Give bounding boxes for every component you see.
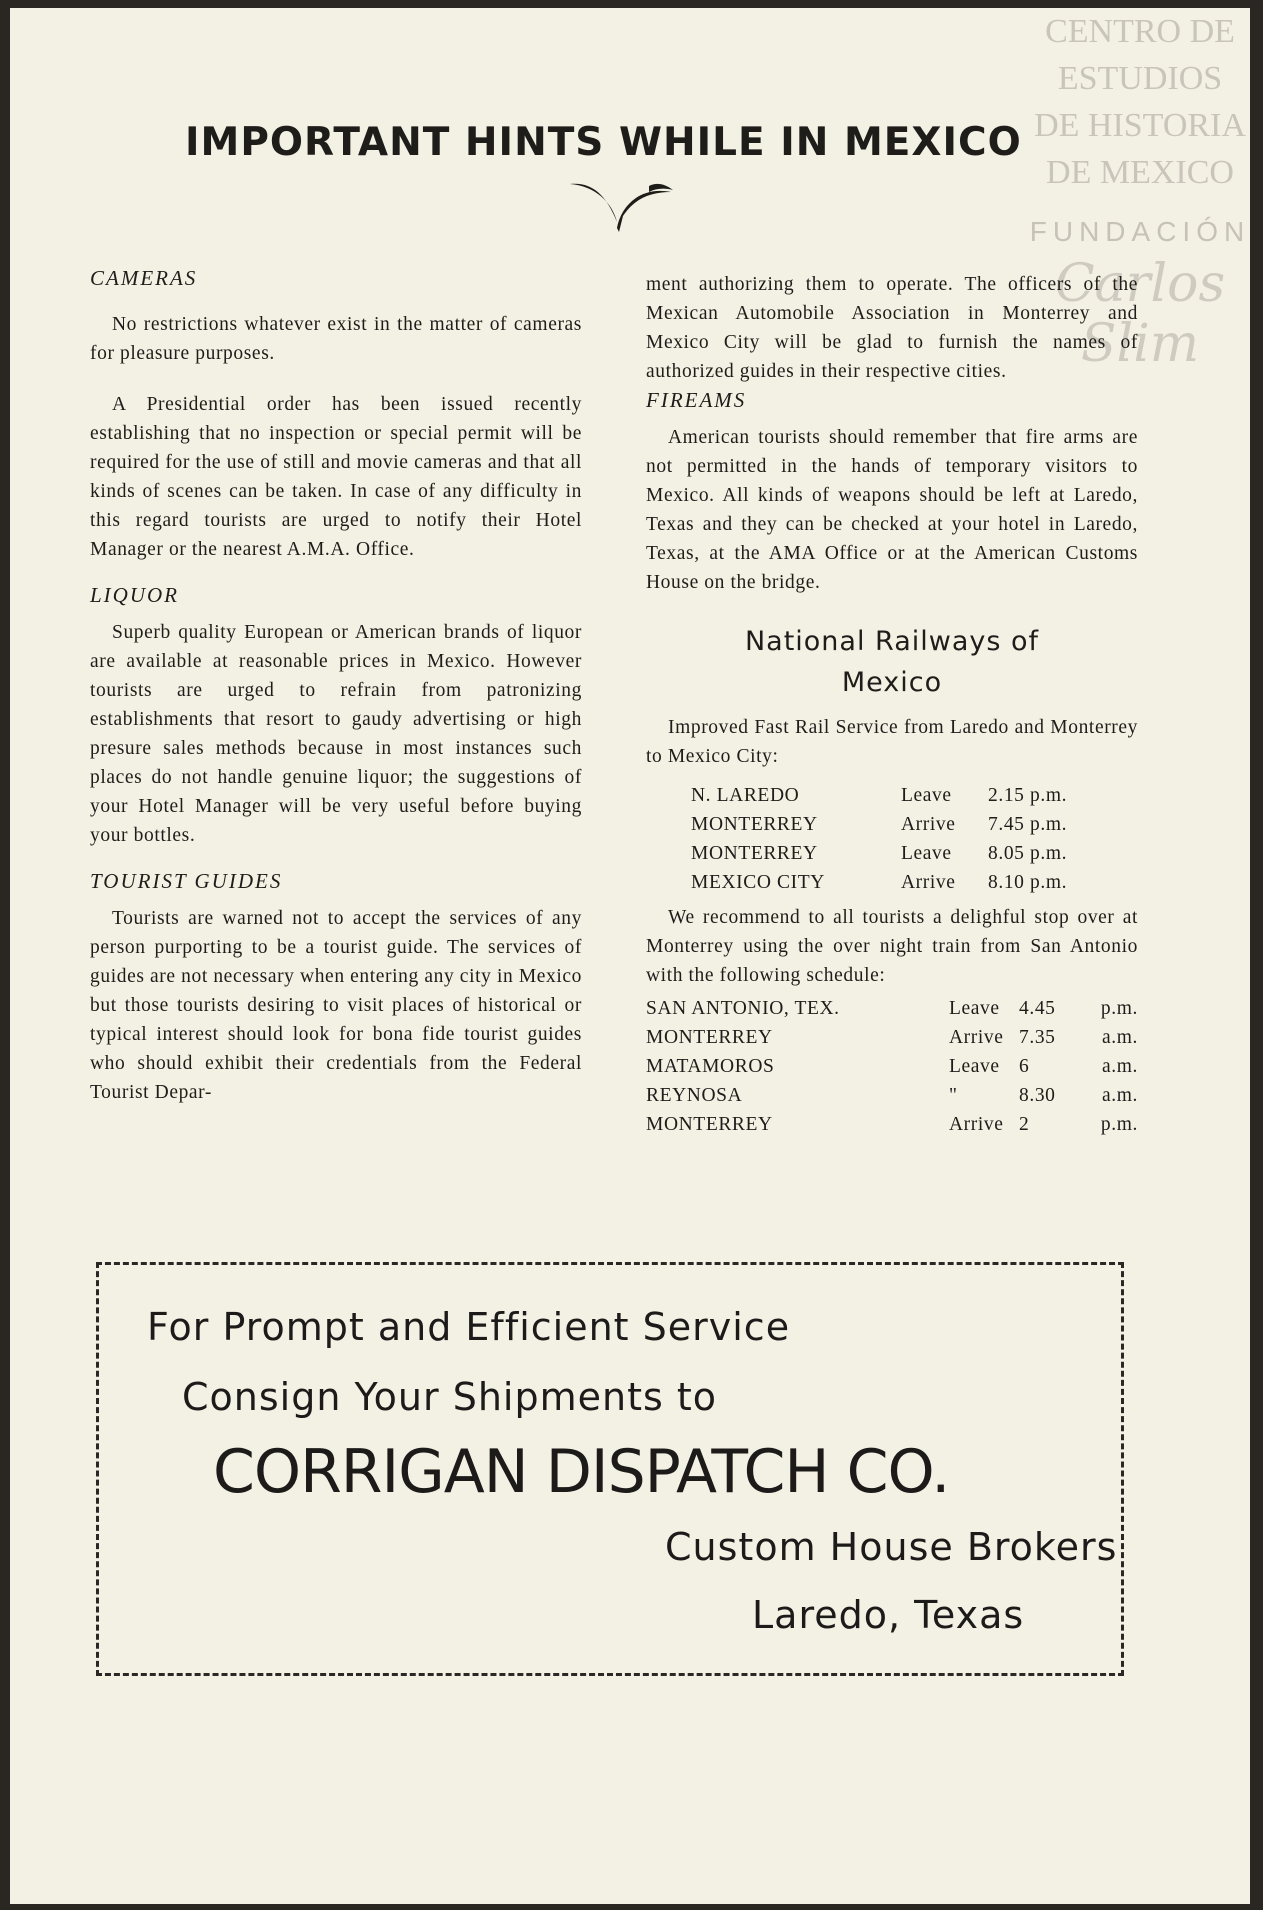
cameras-paragraph: A Presidential order has been issued recently establishing that no inspection or special permit will be required for the use of still and movie cameras and that all kinds of scenes can be taken. In case of any difficulty in this regard tourists are urged to notify their Hotel Manager or the nearest A.M.A. Office. — [90, 394, 582, 560]
watermark-line: CENTRO DE — [1045, 13, 1235, 50]
ad-line: For Prompt and Efficient Service — [147, 1305, 791, 1349]
schedule-row — [646, 1052, 1138, 1081]
schedule-action: Leave — [949, 1056, 1000, 1077]
schedule-ampm: a.m. — [1102, 1056, 1138, 1077]
schedule-row — [691, 781, 1067, 810]
schedule-station: MONTERREY — [646, 1027, 773, 1048]
railways-intro: Improved Fast Rail Service from Laredo and Monterrey to Mexico City: — [646, 717, 1138, 767]
schedule-action: Arrive — [901, 872, 956, 893]
schedule-laredo-mexico — [691, 781, 1067, 897]
schedule-time: 7.35 — [1019, 1027, 1056, 1048]
guides-paragraph: Tourists are warned not to accept the services of any person purporting to be a tourist guide. The services of guides are not necessary when entering any city in Mexico but those tourists desiring to visit places of historical or typical interest should look for bona fide tourist guides who should exhibit their credentials from the Federal Tourist Depar- — [90, 908, 582, 1103]
schedule-action: Leave — [901, 785, 952, 806]
watermark-line: DE MEXICO — [1046, 154, 1234, 191]
railways-recommendation: We recommend to all tourists a delighful stop over at Monterrey using the over night train from San Antonio with the following schedule: — [646, 907, 1138, 986]
schedule-station: SAN ANTONIO, TEX. — [646, 998, 840, 1019]
cameras-paragraph: No restrictions whatever exist in the matter of cameras for pleasure purposes. — [90, 314, 582, 364]
schedule-action: Arrive — [949, 1027, 1004, 1048]
schedule-station: MONTERREY — [646, 1114, 773, 1135]
schedule-action: " — [949, 1085, 958, 1106]
schedule-row — [691, 839, 1067, 868]
section-heading-firearms: FIREAMS — [646, 388, 747, 412]
schedule-time: 4.45 — [1019, 998, 1056, 1019]
schedule-time: 7.45 p.m. — [988, 814, 1068, 835]
ad-company-name: CORRIGAN DISPATCH CO. — [213, 1437, 950, 1507]
page-title: IMPORTANT HINTS WHILE IN MEXICO — [185, 120, 1022, 165]
schedule-time: 8.05 p.m. — [988, 843, 1068, 864]
guides-paragraph-continued: ment authorizing them to operate. The officers of the Mexican Automobile Association in Monterrey and Mexico City will be glad to furnish the names of authorized guides in their respective cities. — [646, 274, 1138, 382]
schedule-station: MATAMOROS — [646, 1056, 775, 1077]
schedule-time: 6 — [1019, 1056, 1030, 1077]
bird-ornament-icon — [565, 176, 675, 236]
schedule-time: 8.30 — [1019, 1085, 1056, 1106]
advertisement-box — [96, 1262, 1124, 1676]
railways-heading-line: National Railways of — [744, 626, 1040, 657]
watermark-line: ESTUDIOS — [1057, 60, 1223, 97]
ad-line: Consign Your Shipments to — [182, 1375, 717, 1419]
schedule-action: Leave — [901, 843, 952, 864]
schedule-time: 8.10 p.m. — [988, 872, 1068, 893]
schedule-station: MEXICO CITY — [691, 872, 825, 893]
schedule-ampm: a.m. — [1102, 1027, 1138, 1048]
schedule-action: Leave — [949, 998, 1000, 1019]
schedule-row — [646, 1081, 1138, 1110]
schedule-san-antonio-monterrey — [646, 994, 1138, 1139]
watermark-foundation: FUNDACIÓN — [1029, 216, 1251, 247]
railways-heading-line: Mexico — [841, 667, 943, 698]
schedule-row — [691, 810, 1067, 839]
schedule-row — [691, 868, 1067, 897]
watermark-signature: Carlos Slim — [1054, 254, 1226, 374]
schedule-ampm: a.m. — [1102, 1085, 1138, 1106]
ad-line: Laredo, Texas — [752, 1593, 1025, 1637]
section-heading-liquor: LIQUOR — [90, 583, 179, 607]
schedule-row — [646, 1110, 1138, 1139]
schedule-station: N. LAREDO — [691, 785, 800, 806]
right-column — [646, 270, 1138, 1139]
section-heading-cameras: CAMERAS — [90, 266, 198, 290]
watermark-line: DE HISTORIA — [1034, 107, 1246, 144]
liquor-paragraph: Superb quality European or American brands of liquor are available at reasonable prices in Mexico. However tourists are urged to refrain from patronizing establishments that resort to gaudy advertising or high presure sales methods because in most instances such places do not handle genuine liquor; the suggestions of your Hotel Manager will be very useful before buying your bottles. — [90, 622, 582, 846]
schedule-station: REYNOSA — [646, 1085, 743, 1106]
railways-heading — [646, 621, 1138, 703]
schedule-time: 2 — [1019, 1114, 1030, 1135]
schedule-action: Arrive — [949, 1114, 1004, 1135]
schedule-station: MONTERREY — [691, 814, 818, 835]
schedule-action: Arrive — [901, 814, 956, 835]
schedule-ampm: p.m. — [1100, 998, 1138, 1019]
schedule-time: 2.15 p.m. — [988, 785, 1068, 806]
ad-line: Custom House Brokers — [665, 1525, 1118, 1569]
schedule-station: MONTERREY — [691, 843, 818, 864]
schedule-ampm: p.m. — [1100, 1114, 1138, 1135]
schedule-row — [646, 994, 1138, 1023]
left-column — [90, 264, 582, 1107]
schedule-row — [646, 1023, 1138, 1052]
firearms-paragraph: American tourists should remember that fire arms are not permitted in the hands of temporary visitors to Mexico. All kinds of weapons should be left at Laredo, Texas and they can be checked at your hotel in Laredo, Texas, at the AMA Office or at the American Customs House on the bridge. — [646, 427, 1138, 593]
document-page — [10, 8, 1250, 1904]
section-heading-tourist-guides: TOURIST GUIDES — [90, 869, 283, 893]
